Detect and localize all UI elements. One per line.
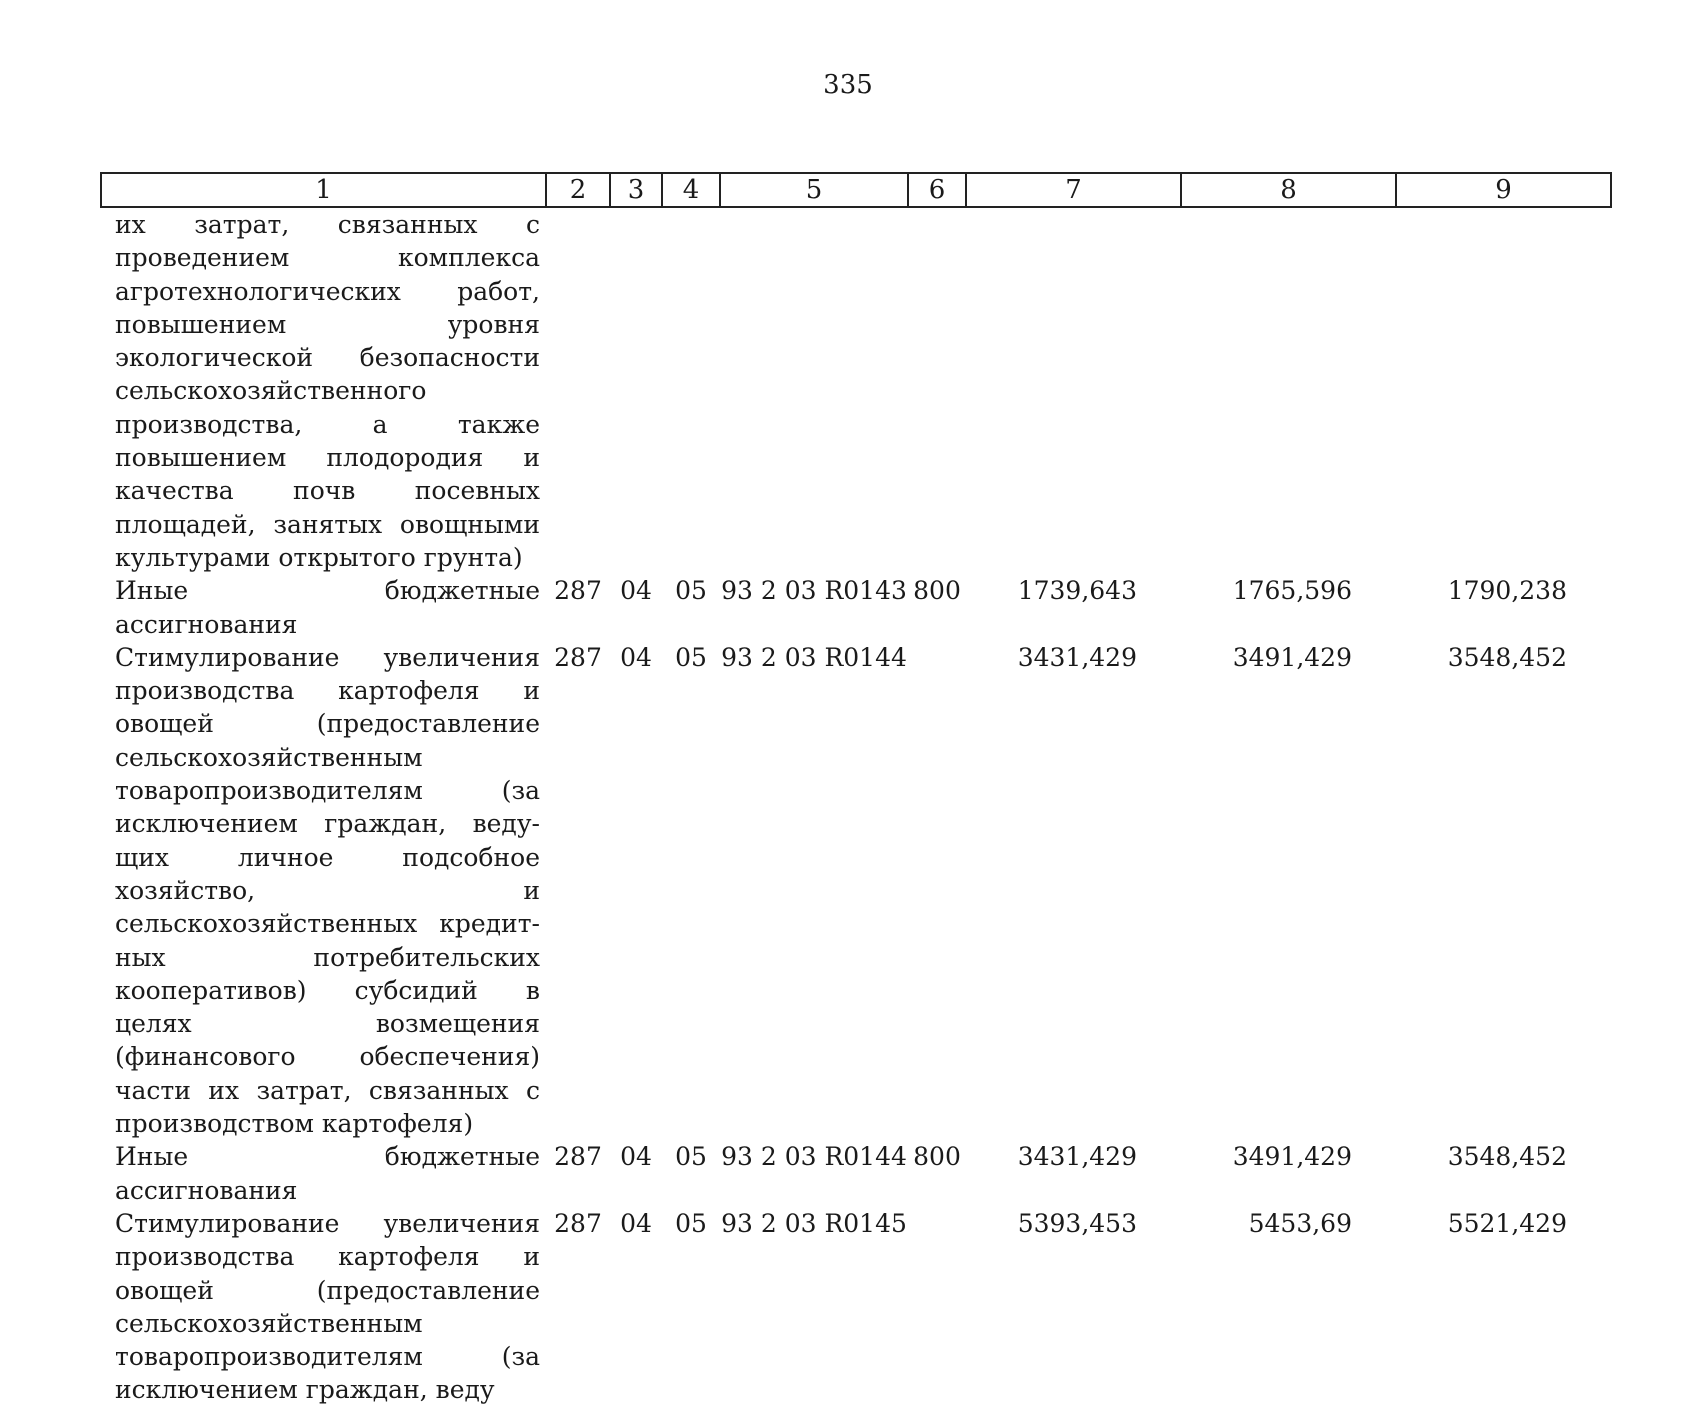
cell-ministry-code: 287 — [554, 642, 602, 672]
cell-amount-year3 — [1396, 207, 1611, 574]
cell-subsection: 05 — [675, 1142, 707, 1172]
cell-amount-year3: 5521,429 — [1447, 1208, 1567, 1238]
column-header: 2 — [546, 173, 610, 207]
column-header: 7 — [966, 173, 1181, 207]
cell-section: 04 — [620, 576, 652, 606]
cell-amount-year2: 3491,429 — [1232, 1142, 1352, 1172]
cell-expense-type — [908, 207, 966, 574]
column-header: 1 — [101, 173, 546, 207]
row-description: Стимулирование увеличения производства картофеля и овощей (предоставление сельскохозяйственным товаропроизводителям (за исключением граждан, веду — [115, 1208, 540, 1405]
table-row — [101, 1140, 1611, 1207]
table-row — [101, 207, 1611, 574]
cell-ministry-code: 287 — [554, 1208, 602, 1238]
cell-subsection: 05 — [675, 576, 707, 606]
cell-section: 04 — [620, 1142, 652, 1172]
cell-ministry-code: 287 — [554, 576, 602, 606]
cell-section — [610, 207, 662, 574]
cell-section: 04 — [620, 1208, 652, 1238]
cell-target-article: 93 2 03 R0143 — [721, 576, 907, 606]
cell-expense-type — [908, 641, 966, 1140]
column-header: 9 — [1396, 173, 1611, 207]
cell-ministry-code — [546, 207, 610, 574]
cell-amount-year3: 3548,452 — [1447, 642, 1567, 672]
cell-amount-year2: 1765,596 — [1232, 576, 1352, 606]
cell-amount-year2: 5453,69 — [1248, 1208, 1352, 1238]
table-row — [101, 641, 1611, 1140]
column-header: 8 — [1181, 173, 1396, 207]
cell-section: 04 — [620, 642, 652, 672]
cell-subsection: 05 — [675, 642, 707, 672]
cell-target-article: 93 2 03 R0144 — [721, 642, 907, 672]
column-header: 4 — [662, 173, 720, 207]
cell-amount-year1 — [966, 207, 1181, 574]
cell-expense-type — [908, 1207, 966, 1407]
cell-target-article: 93 2 03 R0144 — [721, 1142, 907, 1172]
cell-amount-year1: 3431,429 — [1017, 642, 1137, 672]
row-description: Иные бюджетные ассигнования — [115, 576, 540, 639]
row-description: Иные бюджетные ассигнования — [115, 1142, 540, 1205]
budget-table — [100, 172, 1612, 1407]
cell-amount-year3: 3548,452 — [1447, 1142, 1567, 1172]
cell-amount-year3: 1790,238 — [1447, 576, 1567, 606]
cell-amount-year2 — [1181, 207, 1396, 574]
cell-target-article — [720, 207, 908, 574]
row-description: Стимулирование увеличения производства картофеля и овощей (предоставление сельскохозяйственным товаропроизводителям (за исключением граждан, ведущих личное подсобное хозяйство, и сельскохозяйственных кредитных потребительских кооперативов) субсидий в целях возмещения (финансового обеспечения) части их затрат, связанных с производством картофеля) — [115, 642, 540, 1139]
table-row — [101, 1207, 1611, 1407]
page-number: 335 — [823, 70, 873, 100]
cell-amount-year1: 1739,643 — [1017, 576, 1137, 606]
cell-amount-year2: 3491,429 — [1232, 642, 1352, 672]
cell-target-article: 93 2 03 R0145 — [721, 1208, 907, 1238]
cell-ministry-code: 287 — [554, 1142, 602, 1172]
column-header: 3 — [610, 173, 662, 207]
cell-expense-type: 800 — [913, 1142, 961, 1172]
cell-amount-year1: 3431,429 — [1017, 1142, 1137, 1172]
table-header-row — [101, 173, 1611, 207]
column-header: 5 — [720, 173, 908, 207]
cell-amount-year1: 5393,453 — [1017, 1208, 1137, 1238]
row-description: их затрат, связанных с проведением комплекса агротехнологических работ, повышением уровня экологической безопасности сельскохозяйственного производства, а также повышением плодородия и качества почв посевных площадей, занятых овощными культурами открытого грунта) — [115, 210, 540, 572]
cell-subsection: 05 — [675, 1208, 707, 1238]
cell-expense-type: 800 — [913, 576, 961, 606]
cell-subsection — [662, 207, 720, 574]
table-row — [101, 574, 1611, 641]
column-header: 6 — [908, 173, 966, 207]
